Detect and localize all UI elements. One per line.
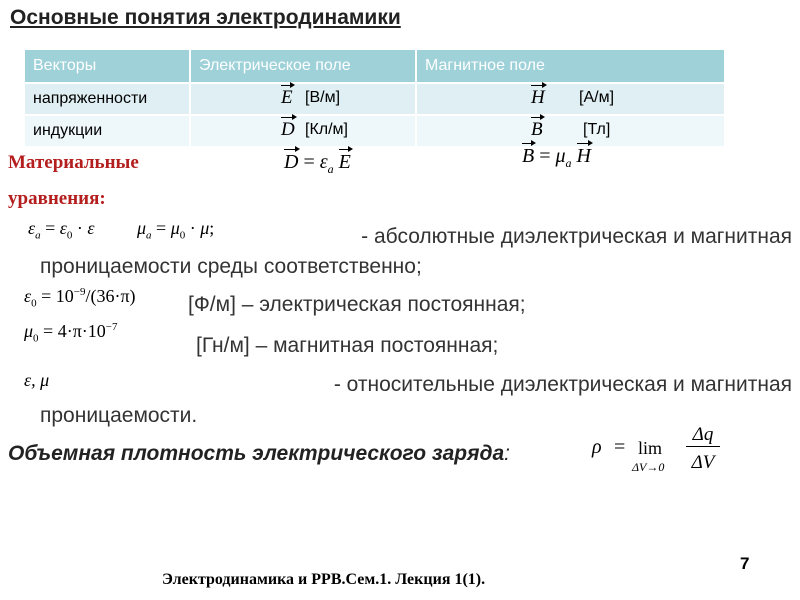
- table-row: [24, 115, 725, 147]
- page-number: 7: [740, 554, 750, 573]
- electric-cell: [190, 115, 416, 147]
- vector-symbol: B: [531, 119, 543, 140]
- eps0-description: [Ф/м] – электрическая постоянная;: [188, 293, 526, 316]
- mu0-formula: $\mu_0 = 4\cdot\pi\cdot 10^{-7}$: [24, 321, 118, 345]
- equation-d: $D = \varepsilon_a$ E: [284, 151, 351, 176]
- eps0-formula: $\varepsilon_0 = 10^{-9}/(36\cdot\pi)$: [24, 286, 136, 310]
- header-electric-field: Электрическое поле: [190, 49, 416, 83]
- charge-density-label: Объемная плотность электрического заряда:: [8, 442, 510, 465]
- mu-a-formula: $\mu_a = \mu_0 \cdot \mu$;: [137, 218, 215, 242]
- magnetic-cell: [416, 115, 725, 147]
- abs-permeability-line2: проницаемости среды соответственно;: [40, 255, 422, 278]
- header-magnetic-field: Магнитное поле: [416, 49, 725, 83]
- vectors-table: [23, 48, 726, 148]
- header-vectors: Векторы: [24, 49, 190, 83]
- equation-b: $B = \mu_a$ H: [522, 145, 591, 170]
- vector-symbol: D: [281, 119, 295, 140]
- relative-line2: проницаемости.: [40, 404, 198, 427]
- unit: [Тл]: [583, 121, 611, 138]
- eps-a-formula: $\varepsilon_a = \varepsilon_0 \cdot \varepsilon$: [28, 218, 95, 242]
- unit: [В/м]: [305, 89, 341, 106]
- material-heading-line2: уравнения:: [8, 188, 106, 209]
- vector-symbol: H: [531, 87, 545, 108]
- table-header-row: [24, 49, 725, 83]
- table-row: [24, 83, 725, 115]
- magnetic-cell: [416, 83, 725, 115]
- mu0-description: [Гн/м] – магнитная постоянная;: [196, 334, 499, 357]
- electric-cell: [190, 83, 416, 115]
- slide-title: Основные понятия электродинамики: [10, 6, 401, 29]
- row-label: напряженности: [24, 83, 190, 115]
- unit: [Кл/м]: [305, 121, 348, 138]
- material-heading-line1: Материальные: [8, 152, 139, 173]
- footer-text: Электродинамика и РРВ.Сем.1. Лекция 1(1).: [162, 571, 486, 588]
- row-label: индукции: [24, 115, 190, 147]
- abs-permeability-line1: - абсолютные диэлектрическая и магнитная: [361, 225, 792, 248]
- rho-formula: ρ = lim ΔV→0 Δq ΔV: [592, 424, 732, 476]
- relative-symbols: ε, μ: [24, 370, 50, 390]
- unit: [А/м]: [579, 89, 615, 106]
- vector-symbol: E: [281, 87, 293, 108]
- relative-line1: - относительные диэлектрическая и магнитная: [333, 373, 792, 396]
